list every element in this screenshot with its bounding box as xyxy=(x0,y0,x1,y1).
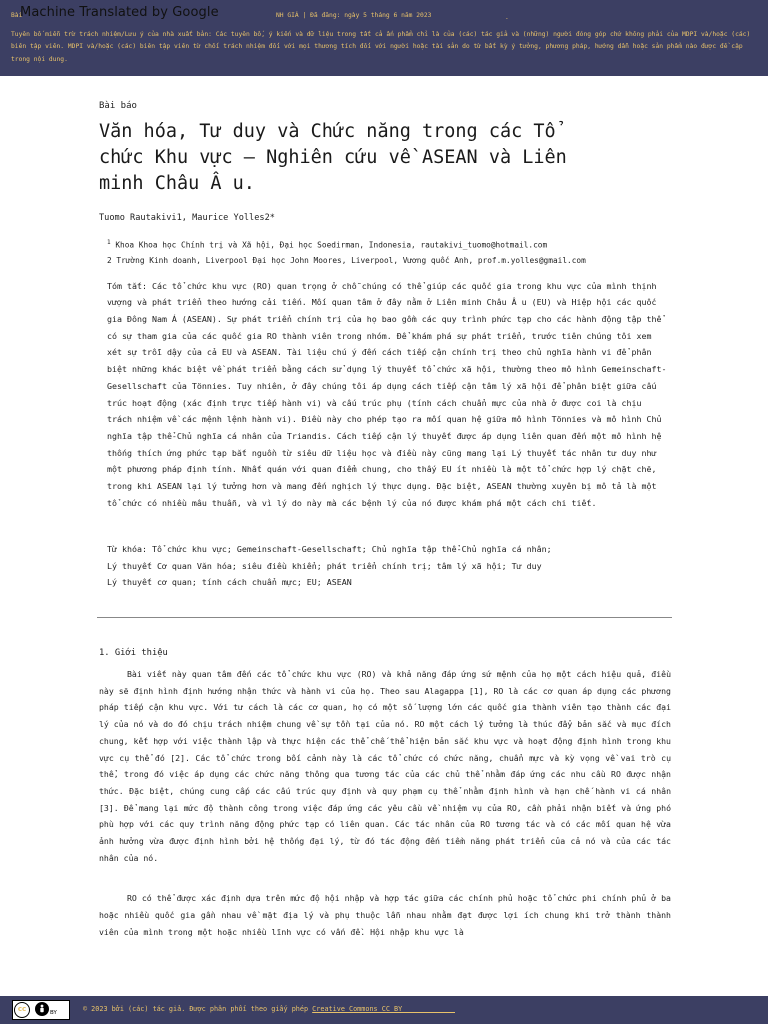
license-text xyxy=(83,1005,402,1013)
introduction-section xyxy=(99,648,671,941)
article-type-label: Bài xyxy=(11,12,23,19)
abstract: Tóm tắt: Các tổ chức khu vực (RO) quan trọng ở chỗ chúng có thể giúp các quốc gia trong khu vực của mình thịnh vượng và phát triển theo hướng cải tiến. Mối quan tâm ở đây nằm ở Liên minh Châu Â u (EU) và Hiệp hội các quốc gia Đông Nam Á (ASEAN). Sự phát triển chính trị của họ bao gồm các quy trình phức tạp cho các hành động tập thể có sự tham gia của các quốc gia RO thành viên trong nhóm. Để khám phá sự phát triển, trước tiên chúng tôi xem xét sự trỗi dậy của cả EU và ASEAN. Tài liệu chú ý đến cách tiếp cận chính trị theo chủ nghĩa hành vi để phân biệt những khác biệt về phát triển bằng cách sử dụng lý thuyết tổ chức xã hội, thường theo mô hình Gemeinschaft-Gesellschaft của Tönnies. Tuy nhiên, ở đây chúng tôi áp dụng cách tiếp cận tâm lý xã hội để phân biệt giữa cấu trúc hoạt động (xác định trực tiếp hành vi) và cấu trúc phụ (tính cách chuẩn mực của nhà ở được coi là chịu trách nhiệm về các mệnh lệnh hành vi). Điều này cho phép tạo ra mối quan hệ giữa mô hình Tönnies và mô hình Chủ nghĩa tập thể-Chủ nghĩa cá nhân của Triandis. Cách tiếp cận lý thuyết được áp dụng liên quan đến một mô hình hệ thống thích ứng phức tạp bắt nguồn từ siêu dữ liệu học và điều này cũng mang lại Lý thuyết tác nhân tư duy như một phương pháp định tính. Nhất quán với quan điểm chung, cho thấy EU ít nhiều là một tổ chức hợp lý chặt chẽ, trong khi ASEAN lại lý tưởng hơn và mang đến nghịch lý thực dụng. Đặc biệt, ASEAN thường xuyên bị mô tả là một tổ chức có nhiều mâu thuẫn, và vì lý do này mà các bệnh lý của nó được khám phá một cách chi tiết. xyxy=(107,280,667,508)
published-date: NH GIÁ | Đã đăng: ngày 5 tháng 6 năm 2023 xyxy=(275,12,432,19)
keywords xyxy=(99,541,671,590)
attribution-person-icon xyxy=(35,1002,49,1016)
by-label: BY xyxy=(50,1010,57,1016)
creative-commons-icon: cc xyxy=(14,1002,30,1018)
article-type: Bài báo xyxy=(99,101,137,111)
affiliation-1-text: Khoa Khoa học Chính trị và Xã hội, Đại học Soedirman, Indonesia, rautakivi_tuomo@hotmail.com xyxy=(115,240,548,250)
machine-translated-logo[interactable]: Machine Translated by Google xyxy=(20,5,219,20)
affiliation-1-number: 1 xyxy=(107,239,111,246)
keywords-line-2: Lý thuyết Cơ quan Văn hóa; siêu điều khiển; phát triển chính trị; tâm lý xã hội; Tư duy xyxy=(107,560,542,571)
keywords-line-1: Từ khóa: Tổ chức khu vực; Gemeinschaft-Gesellschaft; Chủ nghĩa tập thể-Chủ nghĩa cá nhân; xyxy=(107,544,552,555)
article-title: Văn hóa, Tư duy và Chức năng trong các Tổ chức Khu vực – Nghiên cứu về ASEAN và Liên minh Châu Â u. xyxy=(99,121,567,194)
section-divider xyxy=(97,617,672,618)
section-heading: 1. Giới thiệu xyxy=(99,648,168,658)
banner-dot: . xyxy=(505,14,509,21)
affiliation-2: 2 Trường Kinh doanh, Liverpool Đại học John Moores, Liverpool, Vương quốc Anh, prof.m.yolles@gmail.com xyxy=(107,255,586,265)
disclaimer: Tuyên bố miễn trừ trách nhiệm/Lưu ý của nhà xuất bản: Các tuyên bố, ý kiến và dữ liệu trong tất cả ấn phẩm chỉ là của (các) tác giả và (những) người đóng góp chứ không phải của MDPI và/hoặc (các) biên tập viên. MDPI và/hoặc (các) biên tập viên từ chối trách nhiệm đối với mọi thương tích đối với người hoặc tài sản do từ bất kỳ ý tưởng, phương pháp, hướng dẫn hoặc sản phẩm nào được đề cập trong nội dung. xyxy=(11,30,751,63)
article-header xyxy=(99,95,671,590)
license-footer xyxy=(0,996,768,1024)
authors: Tuomo Rautakivi1, Maurice Yolles2* xyxy=(99,213,275,223)
cc-by-badge[interactable] xyxy=(12,1000,70,1020)
affiliations xyxy=(99,235,671,268)
footer-underline xyxy=(395,1012,455,1013)
keywords-line-3: Lý thuyết cơ quan; tính cách chuẩn mực; EU; ASEAN xyxy=(107,577,352,588)
license-link[interactable]: Creative Commons CC BY xyxy=(312,1005,403,1013)
affiliation-1 xyxy=(107,235,671,253)
intro-paragraph-1: Bài viết này quan tâm đến các tổ chức khu vực (RO) và khả năng đáp ứng sứ mệnh của họ một cách hiệu quả, điều này sẽ định hình định hướng nhận thức và hành vi của họ. Theo sau Alagappa [1], RO là các cơ quan áp dụng các phương pháp tiếp cận khu vực. Với tư cách là các cơ quan, họ có một số lượng lớn các quốc gia thành viên tạo thành các đại lý của nó và do đó chịu trách nhiệm chung về sự tồn tại của nó. RO một cách lý tưởng là thúc đẩy bản sắc và mục đích chung, kết hợp với việc thành lập và thực hiện các thể chế thể hiện bản sắc khu vực và hoạt động định hình trong khu vực cụ thể đó [2]. Các tổ chức trong bối cảnh này là các tổ chức có chức năng, chuẩn mực và kỳ vọng về vai trò cụ thể, trong đó việc áp dụng các chức năng thông qua tương tác của các chủ thể nhằm đáp ứng các nhu cầu RO được nhận thức. Đặc biệt, chúng cung cấp các cấu trúc quy định và quy phạm cụ thể nhằm định hình và hạn chế hành vi cá nhân [3]. Để mang lại mức độ thành công trong việc đáp ứng các yêu cầu về nhiệm vụ của RO, cần phải nhận biết và ứng phó phù hợp với các quy trình năng động phức tạp có liên quan. Các tác nhân của RO tương tác và có các mối quan hệ vừa ảnh hưởng vừa được định hình bởi hệ thống đại lý, từ đó tác động đến tiềm năng phát triển của cả nó và của các tác nhân của nó. xyxy=(99,669,671,863)
copyright-text: © 2023 bởi (các) tác giả. Được phân phối theo giấy phép xyxy=(83,1005,309,1013)
intro-paragraph-2: RO có thể được xác định dựa trên mức độ hội nhập và hợp tác giữa các chính phủ hoặc tổ chức phi chính phủ ở ba hoặc nhiều quốc gia gần nhau về mặt địa lý và phụ thuộc lẫn nhau nhằm đạt được lợi ích chung khi trở thành thành viên của mình trong một hoặc nhiều lĩnh vực có vấn đề. Hội nhập khu vực là xyxy=(99,893,671,937)
